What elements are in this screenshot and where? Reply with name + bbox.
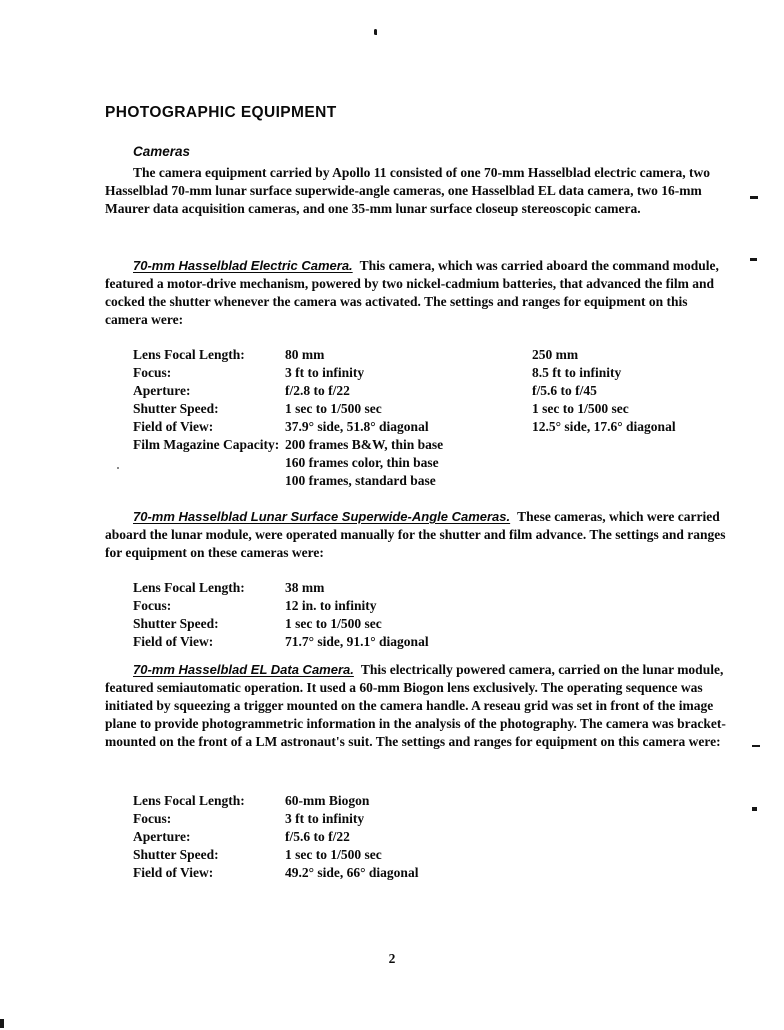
scan-artifact-dot: [117, 467, 119, 469]
section-heading-electric-camera: 70-mm Hasselblad Electric Camera.: [133, 258, 353, 273]
table-row: [133, 597, 532, 615]
spec-label: Aperture:: [133, 383, 191, 398]
table-row: [133, 454, 676, 472]
spec-value: 49.2° side, 66° diagonal: [285, 865, 419, 880]
table-row: [133, 346, 676, 364]
spec-value: f/5.6 to f/22: [285, 829, 350, 844]
table-row: [133, 418, 676, 436]
spec-value-80mm: 37.9° side, 51.8° diagonal: [285, 419, 429, 434]
table-row: [133, 382, 676, 400]
scan-artifact-dot: [752, 807, 757, 811]
spec-label: Field of View:: [133, 419, 214, 434]
scan-artifact-dash: [750, 258, 757, 261]
table-row: [133, 828, 532, 846]
spec-value-80mm: 1 sec to 1/500 sec: [285, 401, 382, 416]
scan-artifact-apostrophe: [374, 29, 377, 35]
spec-label: Aperture:: [133, 829, 191, 844]
table-row: [133, 400, 676, 418]
spec-label: Lens Focal Length:: [133, 793, 245, 808]
table-row: [133, 615, 532, 633]
spec-label: [133, 472, 285, 490]
table-row: [133, 864, 532, 882]
spec-label: Field of View:: [133, 865, 214, 880]
section-electric-camera: [105, 257, 733, 329]
spec-value-250mm: 12.5° side, 17.6° diagonal: [532, 419, 676, 434]
page-title: PHOTOGRAPHIC EQUIPMENT: [105, 104, 337, 122]
spec-value: 71.7° side, 91.1° diagonal: [285, 634, 429, 649]
spec-value-80mm: 3 ft to infinity: [285, 365, 365, 380]
section-el-data-camera: [105, 661, 739, 751]
section-body-electric-camera: This camera, which was carried aboard the command module, featured a motor-drive mechanism, powered by two nickel-cadmium batteries, that advanced the film and cocked the shutter whenever the camera was activated. The settings and ranges for equipment on this camera were:: [105, 258, 719, 327]
section-heading-el-data-camera: 70-mm Hasselblad EL Data Camera.: [133, 662, 354, 677]
intro-paragraph: The camera equipment carried by Apollo 11 consisted of one 70-mm Hasselblad electric camera, two Hasselblad 70-mm lunar surface superwide-angle cameras, one Hasselblad EL data camera, two 16-mm Maurer data acquisition cameras, and one 35-mm lunar surface closeup stereoscopic camera.: [105, 165, 711, 216]
spec-label: Focus:: [133, 365, 172, 380]
spec-value-capacity: 200 frames B&W, thin base: [285, 437, 444, 452]
spec-label: Focus:: [133, 598, 172, 613]
spec-value-250mm: 1 sec to 1/500 sec: [532, 401, 629, 416]
spec-table-electric-camera: [133, 346, 676, 490]
spec-value: 3 ft to infinity: [285, 811, 365, 826]
spec-label: Shutter Speed:: [133, 616, 219, 631]
table-row: [133, 364, 676, 382]
spec-value-80mm: 80 mm: [285, 347, 325, 362]
table-row: [133, 633, 532, 651]
spec-value-250mm: 250 mm: [532, 347, 579, 362]
section-body-el-data-camera: This electrically powered camera, carried on the lunar module, featured semiautomatic operation. It used a 60-mm Biogon lens exclusively. The operating sequence was initiated by squeezing a trigger mounted on the camera handle. A reseau grid was set in front of the image plane to provide photogrammetric information in the analysis of the photography. The camera was bracket-mounted on the front of a LM astronaut's suit. The settings and ranges for equipment on this camera were:: [105, 662, 726, 749]
spec-value: 60-mm Biogon: [285, 793, 370, 808]
table-row: [133, 792, 532, 810]
spec-label: Lens Focal Length:: [133, 347, 245, 362]
spec-value-80mm: f/2.8 to f/22: [285, 383, 350, 398]
table-row: [133, 810, 532, 828]
section-heading-superwide-cameras: 70-mm Hasselblad Lunar Surface Superwide-Angle Cameras.: [133, 509, 511, 524]
section-superwide-cameras: [105, 508, 735, 562]
spec-value-capacity: 100 frames, standard base: [285, 473, 436, 488]
table-row: [133, 436, 676, 454]
scan-artifact-dash: [750, 196, 758, 199]
spec-label: Shutter Speed:: [133, 401, 219, 416]
spec-value: 38 mm: [285, 580, 325, 595]
spec-label: Lens Focal Length:: [133, 580, 245, 595]
table-row: [133, 472, 676, 490]
spec-label: Focus:: [133, 811, 172, 826]
spec-label: Field of View:: [133, 634, 214, 649]
scan-artifact-dash: [752, 745, 760, 747]
spec-value: 1 sec to 1/500 sec: [285, 847, 382, 862]
spec-value: 12 in. to infinity: [285, 598, 377, 613]
section-body-superwide-cameras: These cameras, which were carried aboard the lunar module, were operated manually for the shutter and film advance. The settings and ranges for equipment on these cameras were:: [105, 509, 726, 560]
spec-value-capacity: 160 frames color, thin base: [285, 455, 439, 470]
spec-label: Film Magazine Capacity:: [133, 437, 280, 452]
table-row: [133, 579, 532, 597]
spec-value-250mm: 8.5 ft to infinity: [532, 365, 622, 380]
spec-value-250mm: f/5.6 to f/45: [532, 383, 597, 398]
spec-label: [133, 454, 285, 472]
cameras-subheading: Cameras: [133, 144, 191, 160]
spec-table-el-data-camera: [133, 792, 532, 882]
table-row: [133, 846, 532, 864]
spec-value: 1 sec to 1/500 sec: [285, 616, 382, 631]
scan-artifact-corner-mark: [0, 1019, 4, 1028]
spec-table-superwide-cameras: [133, 579, 532, 651]
spec-label: Shutter Speed:: [133, 847, 219, 862]
page-number: 2: [388, 951, 396, 966]
